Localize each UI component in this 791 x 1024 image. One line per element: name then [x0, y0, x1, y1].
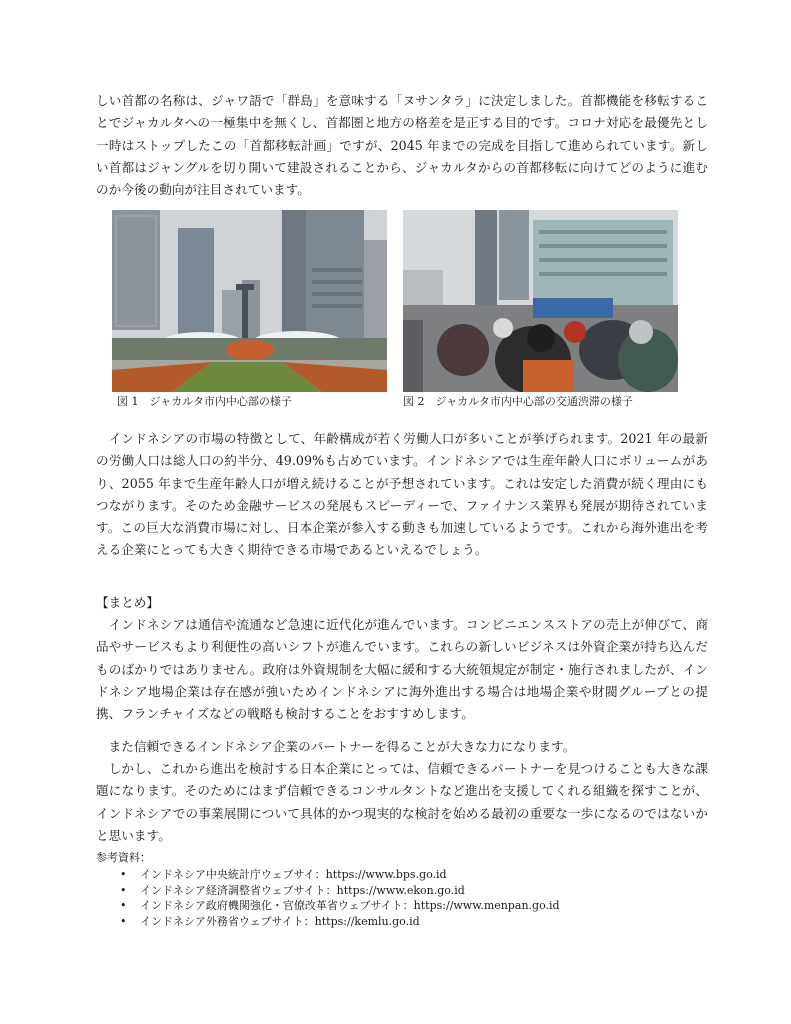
- figure-1-city-center-photo: [112, 210, 387, 392]
- reference-item: [96, 867, 560, 883]
- summary-heading: 【まとめ】: [96, 595, 159, 610]
- figure-1-caption: 図 1 ジャカルタ市内中心部の様子: [117, 395, 292, 408]
- reference-item: [96, 914, 560, 930]
- reference-item: [96, 883, 560, 899]
- figure-2-traffic-photo: [403, 210, 678, 392]
- reference-item: [96, 898, 560, 914]
- traffic-jam-image: [403, 210, 678, 392]
- bullet-icon: •: [120, 899, 127, 913]
- bullet-icon: •: [120, 883, 127, 897]
- reference-text: インドネシア中央統計庁ウェブサイ：https://www.bps.go.id: [140, 868, 447, 881]
- paragraph-summary-challenge: しかし、これから進出を検討する日本企業にとっては、信頼できるパートナーを見つけることも大きな課題になります。そのためにはまず信頼できるコンサルタントなど進出を支援してくれる組織を探すことが、インドネシアでの事業展開について具体的かつ現実的な検討を始める最初の重要な一歩になるのではないかと思います。: [96, 761, 708, 843]
- city-center-image: [112, 210, 387, 392]
- paragraph-summary-partner: また信頼できるインドネシア企業のパートナーを得ることが大きな力になります。: [108, 739, 576, 754]
- references-list: [96, 867, 560, 929]
- figure-2-caption: 図 2 ジャカルタ市内中心部の交通渋滞の様子: [403, 395, 633, 408]
- reference-text: インドネシア外務省ウェブサイト：https://kemlu.go.id: [140, 914, 420, 928]
- reference-text: インドネシア経済調整省ウェブサイト：https://www.ekon.go.id: [140, 883, 465, 897]
- paragraph-market-features: インドネシアの市場の特徴として、年齢構成が若く労働人口が多いことが挙げられます。2021 年の最新の労働人口は総人口の約半分、49.09%も占めています。インドネシアでは生産年齢人口にボリュームがあり、2055 年まで生産年齢人口が増え続けることが予想されています。これは安定した消費が続く理由にもつながります。そのため金融サービスの発展もスピーディーで、ファイナンス業界も発展が期待されています。この巨大な消費市場に対し、日本企業が参入する動きも加速しているようです。これから海外進出を考える企業にとっても大きく期待できる市場であるといえるでしょう。: [96, 431, 708, 558]
- reference-text: インドネシア政府機関強化・官僚改革省ウェブサイト：https://www.menpan.go.id: [140, 899, 560, 913]
- references-title: 参考資料：: [96, 851, 151, 864]
- bullet-icon: •: [120, 914, 127, 928]
- paragraph-capital-relocation: しい首都の名称は、ジャワ語で「群島」を意味する「ヌサンタラ」に決定しました。首都機能を移転することでジャカルタへの一極集中を無くし、首都圏と地方の格差を是正する目的です。コロナ対応を最優先とし一時はストップしたこの「首都移転計画」ですが、2045 年までの完成を目指して進められています。新しい首都はジャングルを切り開いて建設されることから、ジャカルタからの首都移転に向けてどのように進むのか今後の動向が注目されています。: [96, 93, 708, 198]
- paragraph-summary-modernization: インドネシアは通信や流通など急速に近代化が進んでいます。コンビニエンスストアの売上が伸びて、商品やサービスもより利便性の高いシフトが進んでいます。これらの新しいビジネスは外資企業が持ち込んだものばかりではありません。政府は外資規制を大幅に緩和する大統領規定が制定・施行されましたが、インドネシア地場企業は存在感が強いためインドネシアに海外進出する場合は地場企業や財閥グループとの提携、フランチャイズなどの戦略も検討することをおすすめします。: [96, 617, 708, 722]
- bullet-icon: •: [120, 868, 127, 881]
